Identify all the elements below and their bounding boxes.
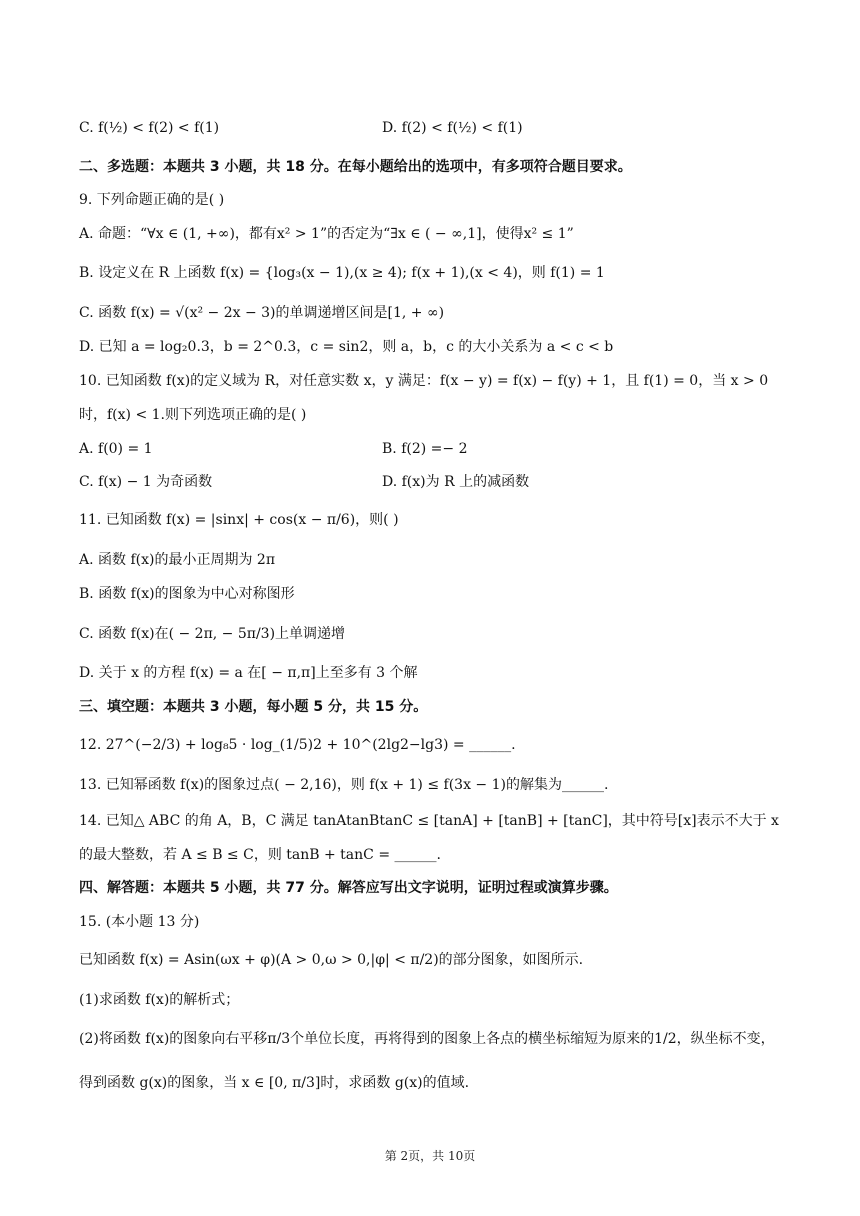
question-9-option-c: C. 函数 f(x) = √(x² − 2x − 3)的单调递增区间是[1, + ∞) xyxy=(79,305,445,321)
question-10-option-a: A. f(0) = 1 xyxy=(79,441,153,457)
page-number-footer: 第 2页，共 10页 xyxy=(384,1149,476,1163)
question-10-option-d: D. f(x)为 R 上的减函数 xyxy=(382,474,530,490)
question-10-options-row-2 xyxy=(79,472,800,492)
question-13: 13. 已知幂函数 f(x)的图象过点( − 2,16)，则 f(x + 1) ≤ f(3x − 1)的解集为______. xyxy=(79,777,609,793)
question-14-line-1: 14. 已知△ ABC 的角 A，B，C 满足 tanAtanBtanC ≤ [tanA] + [tanB] + [tanC]，其中符号[x]表示不大于 x xyxy=(79,813,779,829)
question-10-option-c: C. f(x) − 1 为奇函数 xyxy=(79,474,213,490)
question-15-intro: 已知函数 f(x) = Asin(ωx + φ)(A > 0,ω > 0,|φ| < π/2)的部分图象，如图所示. xyxy=(79,952,584,968)
question-15-part-2-line-2: 得到函数 g(x)的图象，当 x ∈ [0, π/3]时，求函数 g(x)的值域. xyxy=(79,1075,470,1091)
question-12: 12. 27^(−2/3) + log₈5 · log_(1/5)2 + 10^(2lg2−lg3) = ______. xyxy=(79,737,516,753)
question-11-option-a: A. 函数 f(x)的最小正周期为 2π xyxy=(79,552,276,568)
question-15-title: 15. (本小题 13 分) xyxy=(79,914,200,930)
question-8-options-row xyxy=(79,118,800,138)
question-10-options-row-1 xyxy=(79,439,800,459)
question-11-option-c: C. 函数 f(x)在( − 2π, − 5π/3)上单调递增 xyxy=(79,626,346,642)
question-11-option-d: D. 关于 x 的方程 f(x) = a 在[ − π,π]上至多有 3 个解 xyxy=(79,665,418,681)
section-4-heading: 四、解答题：本题共 5 小题，共 77 分。解答应写出文字说明，证明过程或演算步骤。 xyxy=(79,880,618,896)
question-10-stem-line-2: 时，f(x) < 1.则下列选项正确的是( ) xyxy=(79,407,307,423)
option-d: D. f(2) < f(½) < f(1) xyxy=(382,120,523,136)
question-14-line-2: 的最大整数，若 A ≤ B ≤ C，则 tanB + tanC = ______. xyxy=(79,847,441,863)
question-9-option-b: B. 设定义在 R 上函数 f(x) = {log₃(x − 1),(x ≥ 4); f(x + 1),(x < 4)，则 f(1) = 1 xyxy=(79,265,605,281)
question-10-option-b: B. f(2) =− 2 xyxy=(382,441,468,457)
question-9-option-d: D. 已知 a = log₂0.3，b = 2^0.3，c = sin2，则 a，b，c 的大小关系为 a < c < b xyxy=(79,339,614,355)
question-9-stem: 9. 下列命题正确的是( ) xyxy=(79,192,225,208)
section-3-heading: 三、填空题：本题共 3 小题，每小题 5 分，共 15 分。 xyxy=(79,699,428,715)
question-15-part-2-line-1: (2)将函数 f(x)的图象向右平移π/3个单位长度，再将得到的图象上各点的横坐标缩短为原来的1/2，纵坐标不变， xyxy=(79,1031,775,1047)
question-15-part-1: (1)求函数 f(x)的解析式； xyxy=(79,992,240,1008)
question-9-option-a: A. 命题：“∀x ∈ (1, +∞)，都有x² > 1”的否定为“∃x ∈ ( − ∞,1]，使得x² ≤ 1” xyxy=(79,226,574,242)
option-c: C. f(½) < f(2) < f(1) xyxy=(79,120,220,136)
question-10-stem-line-1: 10. 已知函数 f(x)的定义域为 R，对任意实数 x，y 满足：f(x − y) = f(x) − f(y) + 1，且 f(1) = 0，当 x > 0 xyxy=(79,373,769,389)
question-11-option-b: B. 函数 f(x)的图象为中心对称图形 xyxy=(79,586,295,602)
section-2-heading: 二、多选题：本题共 3 小题，共 18 分。在每小题给出的选项中，有多项符合题目要求。 xyxy=(79,159,632,175)
question-11-stem: 11. 已知函数 f(x) = |sinx| + cos(x − π/6)，则( ) xyxy=(79,512,399,528)
